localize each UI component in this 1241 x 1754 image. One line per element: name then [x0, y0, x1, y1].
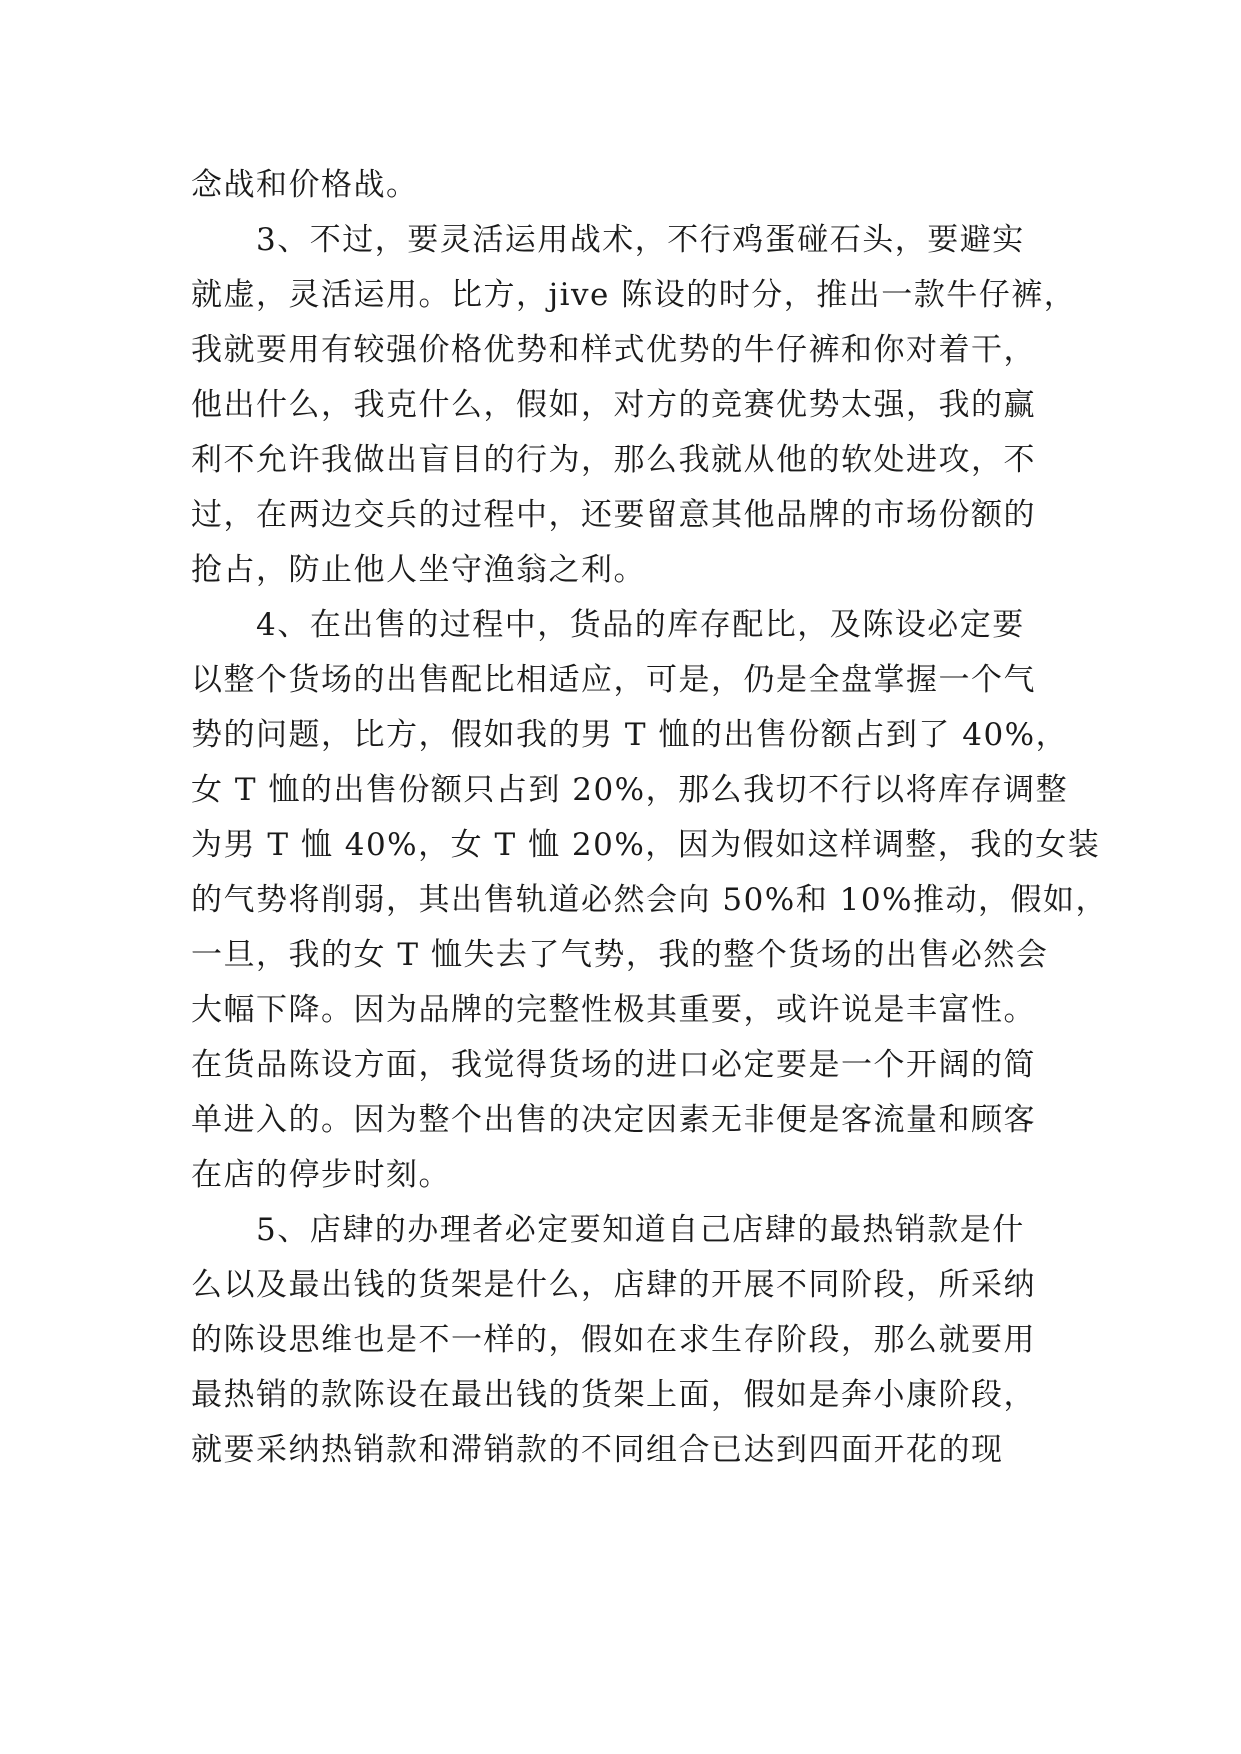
text-line: 的陈设思维也是不一样的，假如在求生存阶段，那么就要用	[191, 1322, 1036, 1358]
text-line: 他出什么，我克什么，假如，对方的竞赛优势太强，我的赢	[191, 387, 1036, 423]
text-line: 为男 T 恤 40%，女 T 恤 20%，因为假如这样调整，我的女装	[191, 827, 1101, 863]
text-line: 最热销的款陈设在最出钱的货架上面，假如是奔小康阶段，	[191, 1377, 1036, 1413]
text-line: 就要采纳热销款和滞销款的不同组合已达到四面开花的现	[191, 1432, 1004, 1468]
text-line: 势的问题，比方，假如我的男 T 恤的出售份额占到了 40%，	[191, 717, 1069, 753]
text-line: 抢占，防止他人坐守渔翁之利。	[191, 552, 646, 588]
text-line: 么以及最出钱的货架是什么，店肆的开展不同阶段，所采纳	[191, 1267, 1036, 1303]
text-line: 在货品陈设方面，我觉得货场的进口必定要是一个开阔的简	[191, 1047, 1036, 1083]
text-line: 大幅下降。因为品牌的完整性极其重要，或许说是丰富性。	[191, 992, 1036, 1028]
text-line: 单进入的。因为整个出售的决定因素无非便是客流量和顾客	[191, 1102, 1036, 1138]
paragraph-3-line: 3、不过，要灵活运用战术，不行鸡蛋碰石头，要避实	[191, 222, 1025, 258]
text-line: 以整个货场的出售配比相适应，可是，仍是全盘掌握一个气	[191, 662, 1036, 698]
text-line: 在店的停步时刻。	[191, 1157, 451, 1193]
text-line: 女 T 恤的出售份额只占到 20%，那么我切不行以将库存调整	[191, 772, 1069, 808]
paragraph-4-line: 4、在出售的过程中，货品的库存配比，及陈设必定要	[191, 607, 1025, 643]
text-line: 一旦，我的女 T 恤失去了气势，我的整个货场的出售必然会	[191, 937, 1049, 973]
text-line: 我就要用有较强价格优势和样式优势的牛仔裤和你对着干，	[191, 332, 1036, 368]
paragraph-5-line: 5、店肆的办理者必定要知道自己店肆的最热销款是什	[191, 1212, 1025, 1248]
text-line: 就虚，灵活运用。比方，jive 陈设的时分，推出一款牛仔裤，	[191, 277, 1077, 313]
text-line: 利不允许我做出盲目的行为，那么我就从他的软处进攻，不	[191, 442, 1036, 478]
text-line: 过，在两边交兵的过程中，还要留意其他品牌的市场份额的	[191, 497, 1036, 533]
text-line: 念战和价格战。	[191, 167, 419, 203]
text-line: 的气势将削弱，其出售轨道必然会向 50%和 10%推动，假如，	[191, 882, 1109, 918]
